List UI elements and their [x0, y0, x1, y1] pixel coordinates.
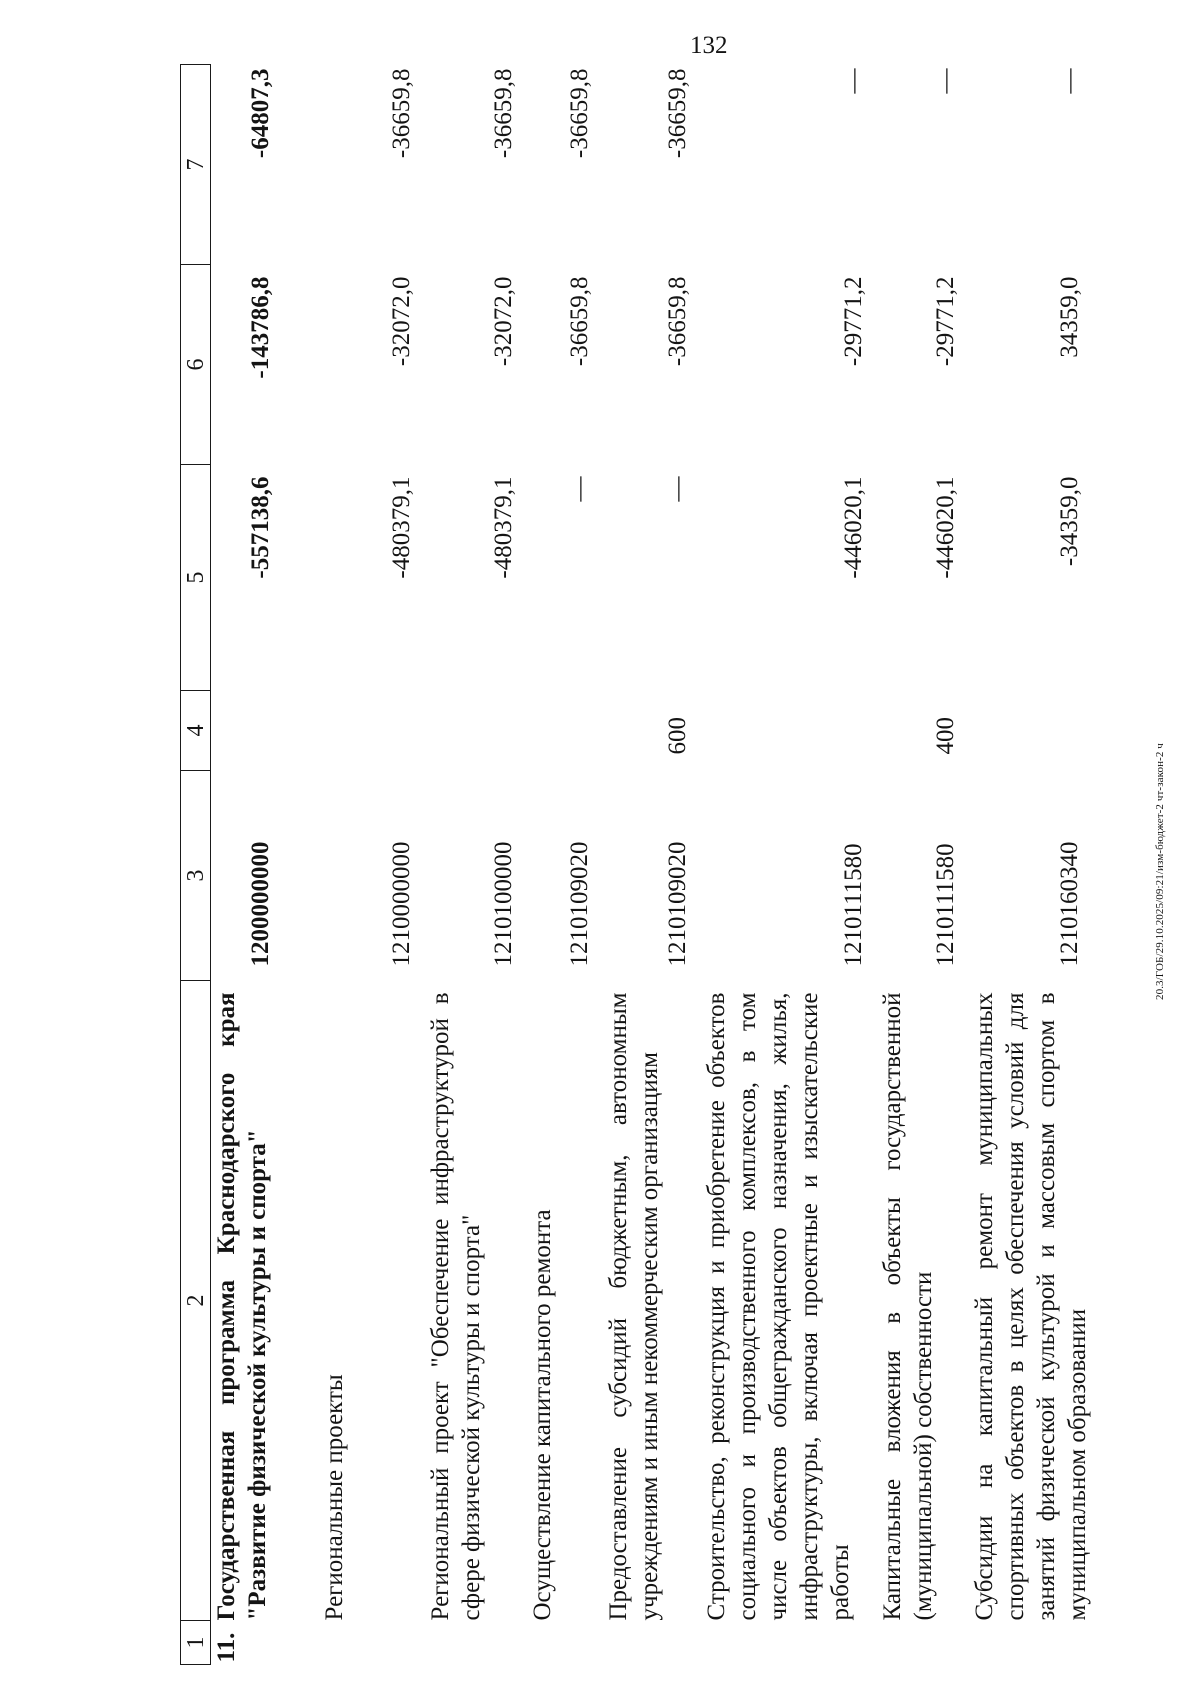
amount-col7 [701, 65, 877, 265]
amount-col6-text: -36659,8 [664, 276, 691, 367]
amount-col7-text: -36659,8 [388, 68, 415, 159]
amount-col5 [319, 465, 425, 691]
header-cell: 3 [181, 771, 211, 981]
target-article-code-text: 1210109020 [664, 841, 691, 967]
amount-col7-text: -36659,8 [566, 68, 593, 159]
row-description [877, 981, 969, 1621]
table-row [425, 65, 527, 1665]
target-article-code-text: 1210000000 [388, 841, 415, 967]
row-description [969, 981, 1093, 1621]
amount-col5 [527, 465, 603, 691]
amount-col7 [527, 65, 603, 265]
amount-col7 [603, 65, 701, 265]
table-row [877, 65, 969, 1665]
header-cell: 4 [181, 691, 211, 771]
amount-col5-text: -446020,1 [932, 476, 959, 579]
amount-col7-text: -36659,8 [664, 68, 691, 159]
table-row [969, 65, 1093, 1665]
row-description [701, 981, 877, 1621]
header-cell: 6 [181, 265, 211, 465]
row-description-text: Субсидии на капитальный ремонт муниципальных спортивных объектов в целях обеспечения условий для занятий физической культурой и массовым спортом в муниципальном образовании [971, 992, 1091, 1621]
row-description [211, 981, 320, 1621]
amount-col5 [701, 465, 877, 691]
amount-col5 [603, 465, 701, 691]
target-article-code [425, 771, 527, 981]
amount-col6 [319, 265, 425, 465]
amount-col6-text: -29771,2 [840, 276, 867, 367]
amount-col5-text: -557138,6 [247, 476, 274, 579]
row-number [425, 1621, 527, 1665]
target-article-code-text: 1210160340 [1056, 841, 1083, 967]
amount-col7 [877, 65, 969, 265]
expense-type-code [527, 691, 603, 771]
amount-col6 [603, 265, 701, 465]
target-article-code-text: 1210111580 [932, 843, 959, 967]
budget-table-rotated [180, 65, 1110, 1665]
expense-type-code [877, 691, 969, 771]
target-article-code [877, 771, 969, 981]
table-row [701, 65, 877, 1665]
amount-col6-text: -143786,8 [247, 276, 274, 379]
header-cell: 7 [181, 65, 211, 265]
amount-col5-text: -480379,1 [490, 476, 517, 579]
amount-col6 [425, 265, 527, 465]
amount-col6 [969, 265, 1093, 465]
row-number [877, 1621, 969, 1665]
table-header-row [181, 65, 211, 1665]
table-row [211, 65, 320, 1665]
row-number [319, 1621, 425, 1665]
amount-col6-text: -32072,0 [388, 276, 415, 367]
amount-col7 [969, 65, 1093, 265]
amount-col7-text: -36659,8 [490, 68, 517, 159]
footer-reference: 20.3/ГОБ/29.10.2025/09:21/изм-бюджет-2 чт-закон-2 ч [1154, 743, 1166, 1000]
page-number: 132 [690, 32, 728, 59]
target-article-code [319, 771, 425, 981]
expense-type-code [701, 691, 877, 771]
row-description-text: Государственная программа Краснодарского края "Развитие физической культуры и спорта" [213, 992, 271, 1621]
table-row [603, 65, 701, 1665]
amount-col6 [701, 265, 877, 465]
expense-type-code [603, 691, 701, 771]
amount-col5-text: -480379,1 [388, 476, 415, 579]
amount-col5-text: -446020,1 [840, 476, 867, 579]
row-description-text: Региональный проект "Обеспечение инфраструктурой в сфере физической культуры и спорта" [427, 992, 485, 1621]
amount-col6 [527, 265, 603, 465]
target-article-code [701, 771, 877, 981]
target-article-code-text: 1210111580 [840, 843, 867, 967]
amount-col5 [425, 465, 527, 691]
row-description [425, 981, 527, 1621]
amount-col7-text: — [1056, 68, 1083, 94]
amount-col5-text: — [664, 476, 691, 502]
amount-col6-text: -29771,2 [932, 276, 959, 367]
amount-col7-text: — [840, 68, 867, 94]
target-article-code-text: 1210109020 [566, 841, 593, 967]
budget-table [180, 64, 1093, 1665]
expense-type-code [969, 691, 1093, 771]
amount-col6-text: 34359,0 [1056, 276, 1083, 358]
row-number [211, 1621, 320, 1665]
row-number [701, 1621, 877, 1665]
row-number [969, 1621, 1093, 1665]
table-row [319, 65, 425, 1665]
row-description [319, 981, 425, 1621]
amount-col6 [877, 265, 969, 465]
row-description-text: Капитальные вложения в объекты государственной (муниципальной) собственности [879, 992, 937, 1621]
row-description-text: Строительство, реконструкция и приобретение объектов социального и производственного комплексов, в том числе объектов общегражданского назначения, жилья, инфраструктуры, включая проектные и изыскательские работы [703, 992, 854, 1621]
amount-col6-text: -36659,8 [566, 276, 593, 367]
amount-col5-text: -34359,0 [1056, 476, 1083, 567]
target-article-code [603, 771, 701, 981]
row-number [527, 1621, 603, 1665]
row-number-text: 11. [213, 1632, 240, 1663]
target-article-code-text: 1210100000 [490, 841, 517, 967]
row-description-text: Осуществление капитального ремонта [529, 1209, 556, 1621]
amount-col7 [319, 65, 425, 265]
amount-col6-text: -32072,0 [490, 276, 517, 367]
expense-type-code-text: 600 [664, 717, 691, 755]
amount-col5-text: — [566, 476, 593, 502]
expense-type-code-text: 400 [932, 717, 959, 755]
amount-col7-text: -64807,3 [247, 68, 274, 159]
row-description [527, 981, 603, 1621]
expense-type-code [319, 691, 425, 771]
header-cell: 5 [181, 465, 211, 691]
table-row [527, 65, 603, 1665]
row-description [603, 981, 701, 1621]
amount-col5 [877, 465, 969, 691]
amount-col5 [211, 465, 320, 691]
amount-col7 [211, 65, 320, 265]
header-cell: 2 [181, 981, 211, 1621]
amount-col5 [969, 465, 1093, 691]
header-cell: 1 [181, 1621, 211, 1665]
row-description-text: Региональные проекты [321, 1374, 348, 1621]
target-article-code [211, 771, 320, 981]
expense-type-code [425, 691, 527, 771]
target-article-code [969, 771, 1093, 981]
row-description-text: Предоставление субсидий бюджетным, автономным учреждениям и иным некоммерческим организациям [605, 992, 663, 1621]
row-number [603, 1621, 701, 1665]
amount-col7 [425, 65, 527, 265]
target-article-code [527, 771, 603, 981]
target-article-code-text: 1200000000 [247, 841, 274, 967]
expense-type-code [211, 691, 320, 771]
amount-col6 [211, 265, 320, 465]
amount-col7-text: — [932, 68, 959, 94]
